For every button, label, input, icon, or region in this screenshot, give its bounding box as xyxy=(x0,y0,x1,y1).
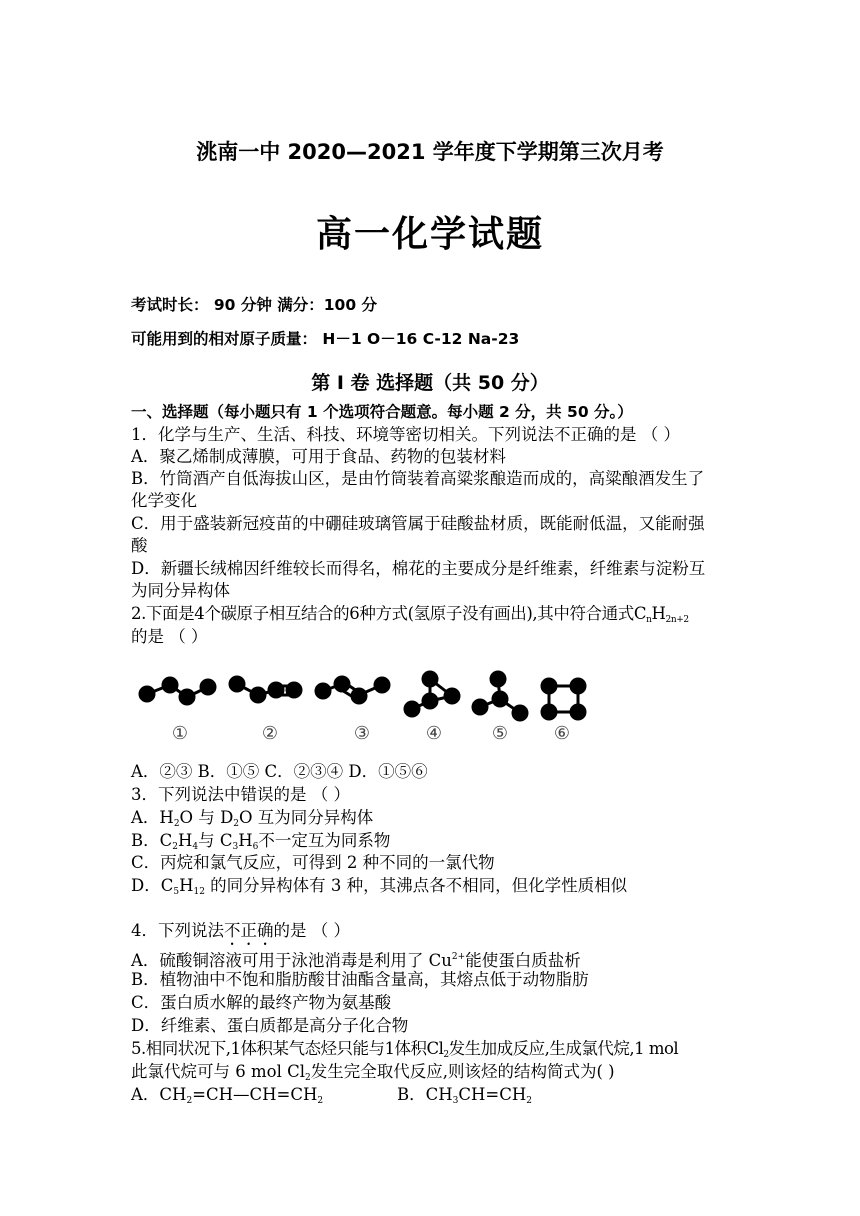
figure-label-1: ① xyxy=(171,723,189,744)
figure-label-6: ⑥ xyxy=(553,723,571,744)
q2-options: A．②③ B．①⑤ C．②③④ D．①⑤⑥ xyxy=(131,762,428,781)
structure-4 xyxy=(405,672,459,716)
section-title: 第 I 卷 选择题（共 50 分） xyxy=(311,372,549,394)
structure-6 xyxy=(542,679,585,719)
q4-option-b: B．植物油中不饱和脂肪酸甘油酯含量高，其熔点低于动物脂肪 xyxy=(131,970,589,989)
q4-option-a: A．硫酸铜溶液可用于泳池消毒是利用了 $Cu^{2+}$能使蛋白质盐析 xyxy=(131,951,581,970)
q3-option-b: B．C2H4与 C3H6不一定互为同系物 xyxy=(131,831,391,852)
atomic-masses: 可能用到的相对原子质量： H－1 O－16 C-12 Na-23 xyxy=(131,330,520,348)
structure-3 xyxy=(316,677,389,703)
part-instruction: 一、选择题（每小题只有 1 个选项符合题意。每小题 2 分，共 50 分。） xyxy=(131,403,633,421)
figure-label-5: ⑤ xyxy=(491,723,509,744)
structure-5 xyxy=(473,672,527,720)
figure-label-3: ③ xyxy=(353,723,371,744)
q4-option-c: C．蛋白质水解的最终产物为氨基酸 xyxy=(131,993,392,1012)
q1-option-b: B．竹筒酒产自低海拔山区，是由竹筒装着高粱浆酿造而成的，高粱酿酒发生了 xyxy=(131,469,705,488)
figure-label-2: ② xyxy=(261,723,279,744)
structure-1 xyxy=(140,678,215,704)
q5-option-a: A．CH2=CH—CH=CH2 xyxy=(131,1085,324,1106)
q5-stem: 5.相同状况下,1体积某气态烃只能与1体积Cl2发生加成反应,生成氯代烷,1 mol xyxy=(131,1039,679,1060)
q3-option-c: C．丙烷和氯气反应，可得到 2 种不同的一氯代物 xyxy=(131,853,495,872)
carbon-chain-figure xyxy=(130,665,590,745)
page-title: 高一化学试题 xyxy=(315,214,544,255)
q1-option-c: C．用于盛装新冠疫苗的中硼硅玻璃管属于硅酸盐材质，既能耐低温，又能耐强 xyxy=(131,514,705,533)
q1-option-b-cont: 化学变化 xyxy=(131,491,197,510)
q2-stem-cont: 的是 （ ） xyxy=(131,627,208,646)
school-exam-line: 洮南一中 2020—2021 学年度下学期第三次月考 xyxy=(196,140,664,164)
q4-stem: 4．下列说法不正确的是 （ ） xyxy=(131,921,350,940)
q5-stem-cont: 此氯代烷可与 6 mol Cl2发生完全取代反应,则该烃的结构简式为( ) xyxy=(131,1062,615,1083)
q1-option-a: A．聚乙烯制成薄膜，可用于食品、药物的包装材料 xyxy=(131,447,506,466)
q3-stem: 3．下列说法中错误的是 （ ） xyxy=(131,785,350,804)
q2-stem: 2.下面是4个碳原子相互结合的6种方式(氢原子没有画出),其中符合通式CnH2n+2 xyxy=(131,604,689,625)
exam-info: 考试时长： 90 分钟 满分：100 分 xyxy=(131,296,378,314)
q4-option-d: D．纤维素、蛋白质都是高分子化合物 xyxy=(131,1016,409,1035)
structure-2 xyxy=(230,677,301,702)
q5-option-b: B．CH3CH=CH2 xyxy=(397,1085,532,1106)
q1-option-c-cont: 酸 xyxy=(131,536,148,555)
q3-option-d: D．C5H12 的同分异构体有 3 种，其沸点各不相同，但化学性质相似 xyxy=(131,876,628,897)
q1-option-d-cont: 为同分异构体 xyxy=(131,581,230,600)
q1-option-d: D．新疆长绒棉因纤维较长而得名，棉花的主要成分是纤维素，纤维素与淀粉互 xyxy=(131,559,706,578)
figure-label-4: ④ xyxy=(425,723,443,744)
emphasis-not-correct: 不正确 xyxy=(224,921,274,940)
q3-option-a: A．H2O 与 D2O 互为同分异构体 xyxy=(131,808,374,829)
q1-stem: 1．化学与生产、生活、科技、环境等密切相关。下列说法不正确的是 （ ） xyxy=(131,425,680,444)
